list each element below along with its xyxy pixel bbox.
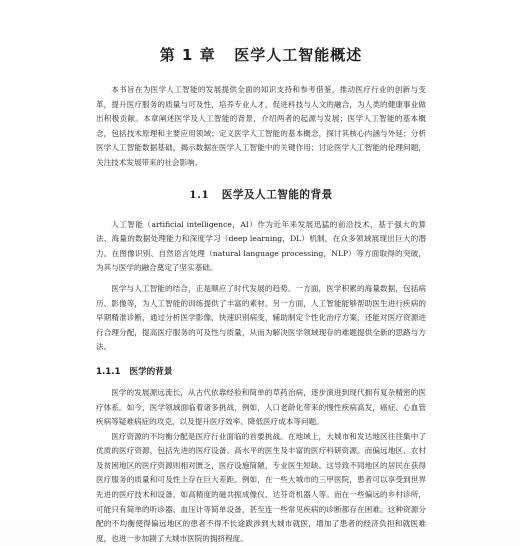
page-content — [96, 44, 426, 546]
section-paragraph: 医学与人工智能的结合，正是顺应了时代发展的趋势。一方面，医学积累的海量数据，包括病历、影像等，为人工智能的训练提供了丰富的素材。另一方面，人工智能能够帮助医生进行疾病的早期精准诊断，通过分析医学影像，快速识别病变，辅助制定个性化治疗方案，还能对医疗资源进行合理分配，提高医疗服务的可及性与质量，从而为解决医学领域现存的难题提供全新的思路与方法。 — [96, 283, 426, 352]
section-paragraph: 人工智能（artificial intelligence，AI）作为近年来发展迅猛的前沿技术，基于强大的算法、海量的数据处理能力和深度学习（deep learning，DL）机制，在众多领域展现出巨大的潜力。在图像识别、自然语言处理（natural language processing，NLP）等方面取得的突破，为其与医学的融合奠定了坚实基础。 — [96, 219, 426, 273]
chapter-title: 医学人工智能概述 — [234, 46, 363, 64]
section-heading — [96, 187, 426, 202]
section-title: 医学及人工智能的背景 — [221, 188, 333, 201]
subsection-number: 1.1.1 — [96, 366, 121, 377]
chapter-heading — [96, 44, 426, 65]
subsection-title: 医学的背景 — [129, 366, 173, 377]
subsection-paragraph: 医学的发展源远流长，从古代依靠经验和简单的草药治病，逐步演进到现代拥有复杂精密的医疗体系。如今，医学领域面临着诸多挑战，例如，人口老龄化带来的慢性疾病高发，癌症、心血管疾病等疑难病症的攻克，以及提升医疗效率、降低医疗成本等问题。 — [96, 387, 426, 427]
intro-paragraph: 本书旨在为医学人工智能的发展提供全面的知识支持和参考借鉴，推动医疗行业的创新与变革，提升医疗服务的质量与可及性，培养专业人才，促进科技与人文的融合，为人类的健康事业做出积极贡献。本章阐述医学及人工智能的背景，介绍两者的起源与发展；医学人工智能的基本概念，包括技术原理和主要应用领域；定义医学人工智能的基本概念，探讨其核心内涵与外延；分析医学人工智能数据基础，揭示数据在医学人工智能中的关键作用；讨论医学人工智能的伦理问题，关注技术发展带来的社会影响。 — [96, 85, 426, 167]
chapter-number: 第 1 章 — [159, 46, 216, 64]
subsection-heading — [96, 365, 426, 377]
subsection-paragraph: 医疗资源的不均衡分配是医疗行业面临的首要挑战。在地域上，大城市和发达地区往往集中了优质的医疗资源，包括先进的医疗设备、高水平的医生及丰富的医疗科研资源。而偏远地区、农村及贫困地区的医疗资源则相对匮乏，医疗设施简陋，专业医生短缺。这导致不同地区的居民在获得医疗服务的质量和可及性上存在巨大差距。例如，在一些大城市的三甲医院，患者可以享受到世界先进的医疗技术和设备，如高精度的磁共振成像仪、达芬奇机器人等。而在一些偏远的乡村诊所，可能只有简单的听诊器、血压计等简单设备，甚至连一些常见疾病的诊断都存在困难。这种资源分配的不均衡使得偏远地区的患者不得不长途跋涉到大城市就医，增加了患者的经济负担和就医难度，也进一步加剧了大城市医院的拥挤程度。 — [96, 431, 426, 543]
section-number: 1.1 — [189, 188, 210, 201]
